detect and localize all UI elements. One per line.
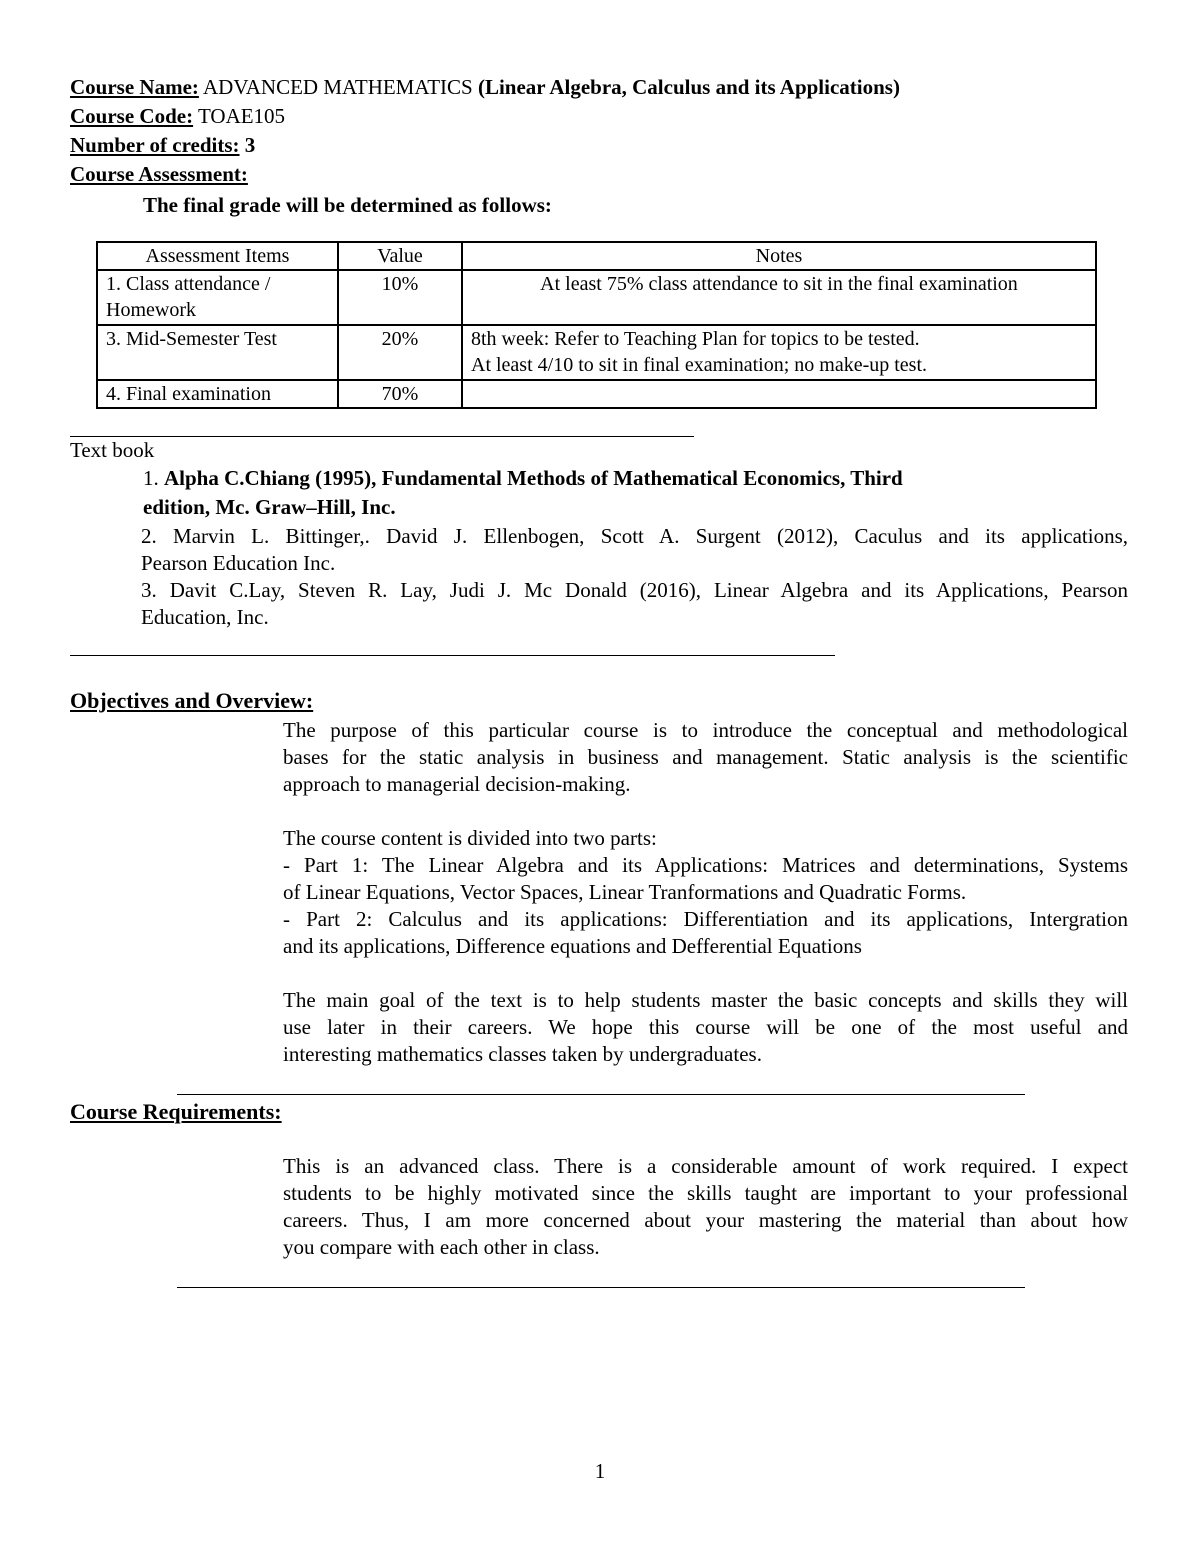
table-row [97, 380, 1096, 408]
requirements-heading [70, 1098, 282, 1126]
final-grade-intro: The final grade will be determined as follows: [143, 193, 552, 217]
assessment-heading-line [70, 161, 248, 188]
table-cell-item [97, 270, 338, 325]
textbook-item-1 [143, 465, 903, 492]
table-header-cell: Assessment Items [97, 242, 338, 270]
paragraph-line: bases for the static analysis in business and management. Static analysis is the scientific [283, 745, 1128, 769]
credits-label: Number of credits: [70, 133, 240, 157]
course-name-paren: (Linear Algebra, Calculus and its Applications) [477, 75, 900, 99]
paragraph-line: and its applications, Difference equations and Defferential Equations [283, 934, 862, 958]
note-text: 8th week: Refer to Teaching Plan for topics to be tested. [471, 328, 920, 350]
table-cell-value: 10% [338, 270, 462, 325]
table-cell-note [462, 380, 1096, 408]
table-row [97, 325, 1096, 380]
paragraph-line: students to be highly motivated since the skills taught are important to your professional [283, 1181, 1128, 1205]
table-header-row [97, 242, 1096, 270]
note-text-cont: At least 4/10 to sit in final examination; no make-up test. [471, 354, 928, 376]
objectives-paragraph-2 [283, 825, 1128, 960]
divider [70, 436, 694, 437]
textbook-item-3 [141, 577, 1128, 631]
objectives-paragraph-1 [283, 717, 1128, 798]
course-name-value: ADVANCED MATHEMATICS [198, 75, 478, 99]
table-cell-item [97, 380, 338, 408]
textbook-item-1-title: Alpha C.Chiang (1995), Fundamental Methods of Mathematical Economics, Third [164, 466, 903, 490]
item-text: 1. Class attendance / [106, 273, 271, 295]
paragraph-line: - Part 1: The Linear Algebra and its Applications: Matrices and determinations, Systems [283, 853, 1128, 877]
item-text: 3. Mid-Semester Test [106, 328, 277, 350]
credits-line [70, 132, 255, 159]
paragraph-line: use later in their careers. We hope this course will be one of the most useful and [283, 1015, 1128, 1039]
table-cell-note [462, 325, 1096, 380]
textbook-item-2 [141, 523, 1128, 577]
textbook-item-1-cont: edition, Mc. Graw–Hill, Inc. [143, 495, 396, 519]
course-code-value: TOAE105 [193, 104, 286, 128]
paragraph-line: approach to managerial decision-making. [283, 772, 631, 796]
paragraph-line: careers. Thus, I am more concerned about your mastering the material than about how [283, 1208, 1128, 1232]
page-number: 1 [594, 1459, 606, 1483]
textbook-item-2-line: 2. Marvin L. Bittinger,. David J. Ellenbogen, Scott A. Surgent (2012), Caculus and its applications, [141, 524, 1128, 548]
paragraph-line: The course content is divided into two parts: [283, 826, 657, 850]
requirements-heading-text: Course Requirements: [70, 1099, 282, 1124]
paragraph-line: - Part 2: Calculus and its applications: Differentiation and its applications, Intergration [283, 907, 1128, 931]
paragraph-line: you compare with each other in class. [283, 1235, 600, 1259]
textbook-item-1-number: 1. [143, 466, 164, 490]
credits-value: 3 [239, 133, 256, 157]
course-name-label: Course Name: [70, 75, 199, 99]
table-header-cell: Value [338, 242, 462, 270]
paragraph-line: This is an advanced class. There is a considerable amount of work required. I expect [283, 1154, 1128, 1178]
divider [177, 1094, 1025, 1095]
paragraph-line: interesting mathematics classes taken by undergraduates. [283, 1042, 762, 1066]
textbook-item-2-line: Pearson Education Inc. [141, 551, 336, 575]
requirements-paragraph [283, 1153, 1128, 1261]
table-cell-value: 20% [338, 325, 462, 380]
table-header-cell: Notes [462, 242, 1096, 270]
textbook-item-3-line: Education, Inc. [141, 605, 269, 629]
note-text: At least 75% class attendance to sit in the final examination [540, 273, 1018, 295]
divider [70, 655, 835, 656]
table-cell-value: 70% [338, 380, 462, 408]
assessment-table [96, 241, 1097, 409]
objectives-heading [70, 687, 313, 715]
textbook-item-3-line: 3. Davit C.Lay, Steven R. Lay, Judi J. Mc Donald (2016), Linear Algebra and its Applications, Pearson [141, 578, 1128, 602]
item-text-cont: Homework [106, 299, 196, 321]
course-code-label: Course Code: [70, 104, 194, 128]
assessment-label: Course Assessment: [70, 162, 248, 186]
course-code-line [70, 103, 285, 130]
paragraph-line: of Linear Equations, Vector Spaces, Linear Tranformations and Quadratic Forms. [283, 880, 967, 904]
objectives-heading-text: Objectives and Overview: [70, 688, 314, 713]
table-row [97, 270, 1096, 325]
table-cell-note [462, 270, 1096, 325]
paragraph-line: The main goal of the text is to help students master the basic concepts and skills they will [283, 988, 1128, 1012]
objectives-paragraph-3 [283, 987, 1128, 1068]
table-cell-item [97, 325, 338, 380]
course-name-line [70, 74, 900, 101]
paragraph-line: The purpose of this particular course is to introduce the conceptual and methodological [283, 718, 1128, 742]
item-text: 4. Final examination [106, 383, 271, 405]
textbook-label: Text book [70, 438, 155, 462]
divider [177, 1287, 1025, 1288]
